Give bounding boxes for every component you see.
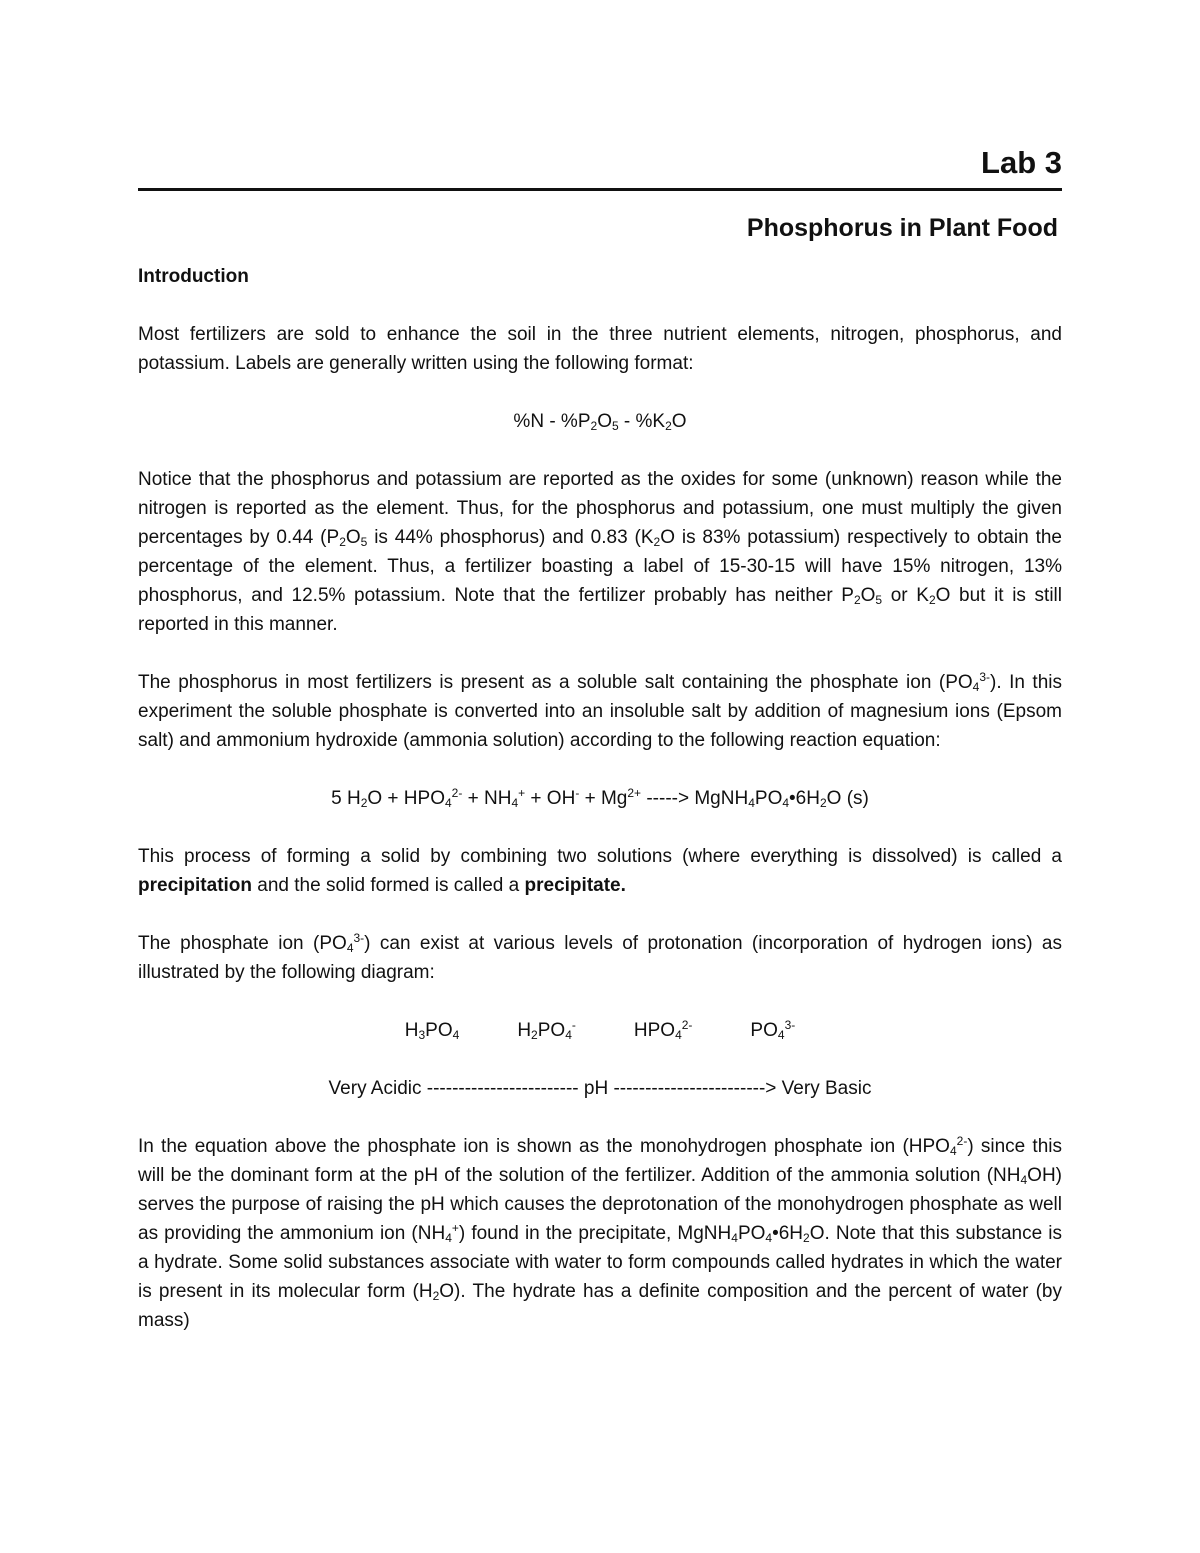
header-rule bbox=[138, 188, 1062, 191]
label-format-formula: $\%N - \%P_2O_5 - \%K_2O$ bbox=[513, 411, 687, 433]
term-precipitation: precipitation bbox=[138, 875, 253, 896]
protonation-species-row bbox=[138, 1016, 1062, 1045]
species-h3po4: $H_3PO_4$ bbox=[404, 1020, 460, 1042]
reaction-equation: 5 $H_2O + HPO_4^{2-} + NH_4^+ + OH^- + Mg^{2+}$ -----> $MgNH_4PO_4•6H_2O$ (s) bbox=[331, 786, 869, 810]
lab-title: Phosphorus in Plant Food bbox=[746, 214, 1058, 242]
document-body bbox=[138, 262, 1062, 1364]
paragraph-protonation: The phosphate ion $(PO_4^{3-})$ can exist at various levels of protonation (incorporation of hydrogen ions) as illustrated by the following diagram: bbox=[138, 931, 1062, 983]
species-h2po4: $H_2PO_4^-$ bbox=[517, 1018, 576, 1042]
paragraph-monohydrogen-phosphate: In the equation above the phosphate ion is shown as the monohydrogen phosphate ion $(HPO_4^{2-})$ since this will be the dominant form at the pH of the solution of the fertilizer. Addition of the ammonia solution $(NH_4OH)$ serves the purpose of raising the pH which causes the deprotonation of the monohydrogen phosphate as well as providing the ammonium ion $(NH_4^+)$ found in the precipitate, $MgNH_4PO_4•6H_2O$. Note that this substance is a hydrate. Some solid substances associate with water to form compounds called hydrates in which the water is present in its molecular form $(H_2O)$. The hydrate has a definite composition and the percent of water (by mass) bbox=[138, 1134, 1063, 1331]
paragraph-oxide-conversion: Notice that the phosphorus and potassium are reported as the oxides for some (unknown) reason while the nitrogen is reported as the element. Thus, for the phosphorus and potassium, one must multiply the given percentages by 0.44 ($P_2O_5$ is 44% phosphorus) and 0.83 ($K_2O$ is 83% potassium) respectively to obtain the percentage of the element. Thus, a fertilizer boasting a label of 15-30-15 will have 15% nitrogen, 13% phosphorus, and 12.5% potassium. Note that the fertilizer probably has neither $P_2O_5$ or $K_2O$ but it is still reported in this manner. bbox=[138, 469, 1062, 635]
paragraph-precipitation: This process of forming a solid by combining two solutions (where everything is dissolved) is called a precipitation and the solid formed is called a precipitate. bbox=[138, 846, 1062, 896]
lab-number: Lab 3 bbox=[981, 145, 1062, 180]
paragraph-soluble-phosphate: The phosphorus in most fertilizers is present as a soluble salt containing the phosphate ion $(PO_4^{3-})$. In this experiment the soluble phosphate is converted into an insoluble salt by addition of magnesium ions (Epsom salt) and ammonium hydroxide (ammonia solution) according to the following reaction equation: bbox=[138, 670, 1062, 751]
species-po4: $PO_4^{3-}$ bbox=[750, 1018, 796, 1042]
species-hpo4: $HPO_4^{2-}$ bbox=[633, 1018, 693, 1042]
ph-scale: Very Acidic ------------------------ pH ------------------------> Very Basic bbox=[328, 1078, 872, 1099]
term-precipitate: precipitate. bbox=[524, 875, 626, 896]
paragraph-fertilizer-labels: Most fertilizers are sold to enhance the soil in the three nutrient elements, nitrogen, phosphorus, and potassium. Labels are generally written using the following format: bbox=[138, 324, 1062, 374]
section-heading-introduction: Introduction bbox=[138, 266, 249, 287]
document-page bbox=[138, 0, 1062, 1553]
